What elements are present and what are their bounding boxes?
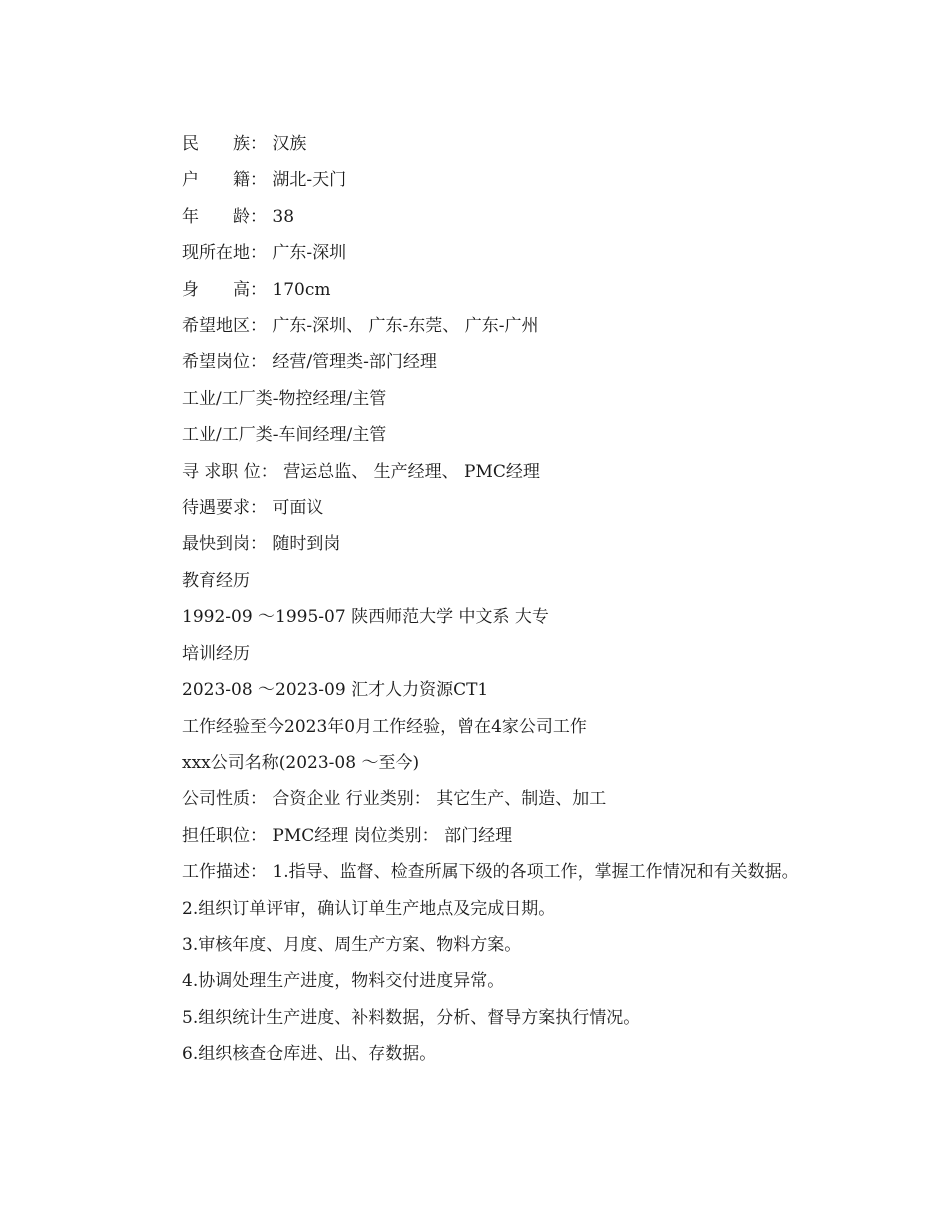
desired-position-line-3: 工业/工厂类-车间经理/主管 (182, 425, 387, 446)
ethnicity-line: 民 族： 汉族 (182, 134, 307, 154)
salary-line: 待遇要求： 可面议 (182, 498, 324, 519)
training-heading: 培训经历 (182, 643, 250, 664)
sought-job-line: 寻 求职 位： 营运总监、 生产经理、 PMC经理 (182, 461, 540, 482)
desired-position-line-2: 工业/工厂类-物控经理/主管 (182, 388, 387, 409)
company-name-line: xxx公司名称(2023-08 ～至今) (182, 752, 420, 773)
height-line: 身 高： 170cm (182, 279, 331, 300)
job-description-item-1: 工作描述： 1.指导、监督、检查所属下级的各项工作，掌握工作情况和有关数据。 (182, 862, 799, 883)
experience-summary: 工作经验至今2023年0月工作经验，曾在4家公司工作 (182, 716, 587, 737)
job-title-line: 担任职位： PMC经理 岗位类别： 部门经理 (182, 825, 513, 846)
job-description-item-5: 5.组织统计生产进度、补料数据，分析、督导方案执行情况。 (182, 1007, 641, 1028)
start-date-line: 最快到岗： 随时到岗 (182, 534, 341, 555)
job-description-item-6: 6.组织核查仓库进、出、存数据。 (182, 1044, 437, 1065)
education-heading: 教育经历 (182, 570, 250, 591)
training-entry: 2023-08 ～2023-09 汇才人力资源CT1 (182, 680, 489, 701)
resume-body (146, 126, 806, 1073)
job-description-item-2: 2.组织订单评审，确认订单生产地点及完成日期。 (182, 898, 556, 919)
age-line: 年 龄： 38 (182, 206, 295, 227)
current-location-line: 现所在地： 广东-深圳 (182, 243, 347, 264)
desired-region-line: 希望地区： 广东-深圳、 广东-东莞、 广东-广州 (182, 316, 539, 337)
desired-position-line: 希望岗位： 经营/管理类-部门经理 (182, 352, 437, 373)
hukou-line: 户 籍： 湖北-天门 (182, 170, 347, 191)
company-nature-line: 公司性质： 合资企业 行业类别： 其它生产、制造、加工 (182, 789, 607, 810)
job-description-item-4: 4.协调处理生产进度，物料交付进度异常。 (182, 971, 505, 992)
job-description-item-3: 3.审核年度、月度、周生产方案、物料方案。 (182, 934, 522, 955)
education-entry: 1992-09 ～1995-07 陕西师范大学 中文系 大专 (182, 607, 549, 628)
